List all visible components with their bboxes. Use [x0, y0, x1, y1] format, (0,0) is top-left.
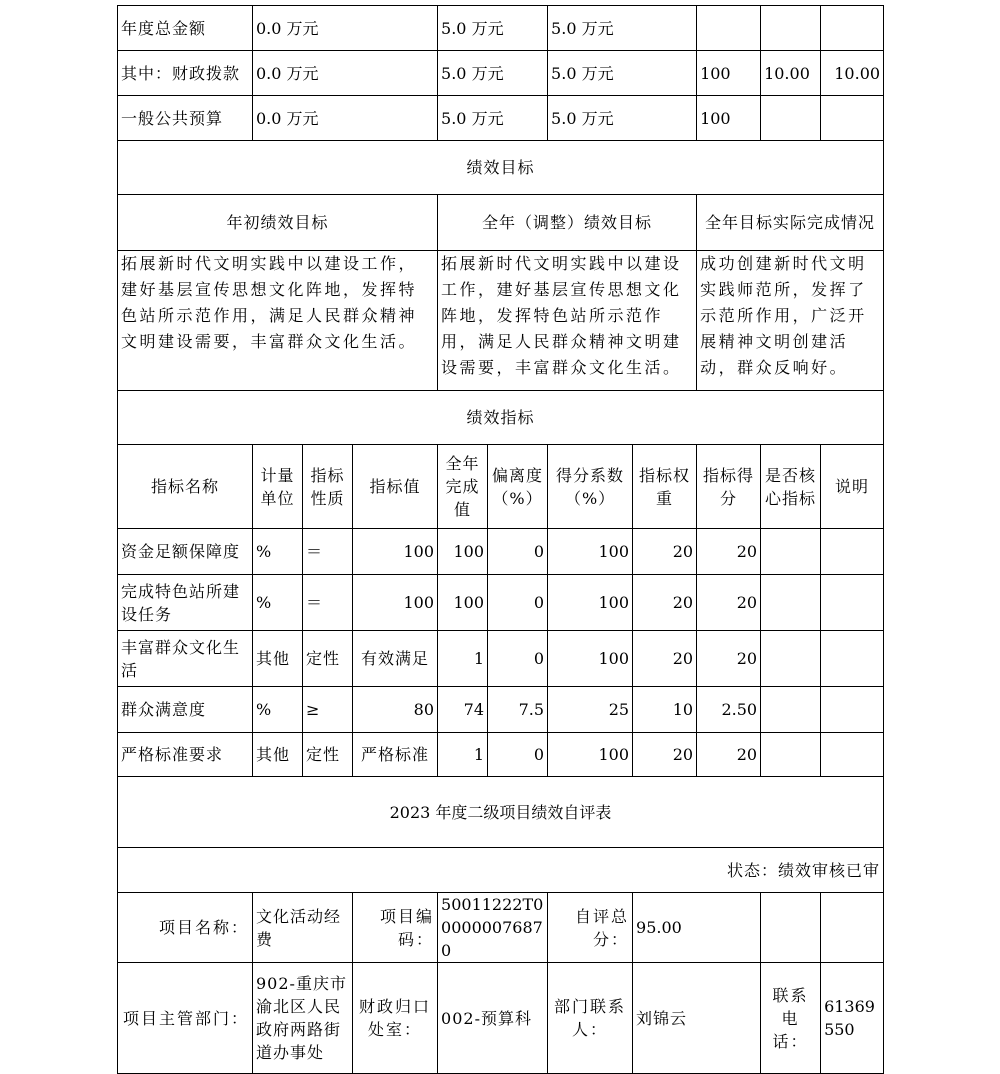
indicator-coefficient: 100: [548, 733, 633, 777]
indicator-core: [761, 733, 821, 777]
header-score: 指标得分: [697, 445, 761, 529]
indicator-value: 100: [353, 529, 438, 575]
indicator-nature: ＝: [303, 575, 353, 631]
indicator-completion: 1: [438, 733, 488, 777]
indicator-note: [821, 575, 884, 631]
header-nature: 指标性质: [303, 445, 353, 529]
indicator-unit: %: [253, 529, 303, 575]
performance-evaluation-form: [117, 5, 883, 1062]
indicator-name: 严格标准要求: [118, 733, 253, 777]
goals-section-title: 绩效目标: [118, 141, 884, 195]
indicator-note: [821, 733, 884, 777]
indicator-row: [118, 687, 884, 733]
indicator-note: [821, 529, 884, 575]
evaluation-table: [117, 5, 884, 1074]
header-value: 指标值: [353, 445, 438, 529]
funds-rate: [761, 96, 821, 141]
indicator-unit: %: [253, 575, 303, 631]
indicator-completion: 74: [438, 687, 488, 733]
indicator-unit: 其他: [253, 733, 303, 777]
indicator-score: 20: [697, 733, 761, 777]
indicator-note: [821, 631, 884, 687]
goal-adjusted-header: 全年（调整）绩效目标: [438, 195, 697, 251]
indicator-row: [118, 575, 884, 631]
funds-adjusted: 5.0 万元: [438, 96, 548, 141]
indicator-weight: 20: [633, 733, 697, 777]
indicator-weight: 20: [633, 631, 697, 687]
funds-start: 0.0 万元: [253, 51, 438, 96]
indicator-value: 有效满足: [353, 631, 438, 687]
funds-adjusted: 5.0 万元: [438, 51, 548, 96]
header-core: 是否核心指标: [761, 445, 821, 529]
indicator-score: 20: [697, 575, 761, 631]
indicator-unit: 其他: [253, 631, 303, 687]
header-weight: 指标权重: [633, 445, 697, 529]
indicator-coefficient: 100: [548, 529, 633, 575]
goal-actual-header: 全年目标实际完成情况: [697, 195, 884, 251]
funds-points: 10.00: [821, 51, 884, 96]
indicator-score: 2.50: [697, 687, 761, 733]
indicator-weight: 10: [633, 687, 697, 733]
funds-executed: 5.0 万元: [548, 51, 697, 96]
funds-executed: 5.0 万元: [548, 6, 697, 51]
indicator-nature: 定性: [303, 631, 353, 687]
funds-label: 年度总金额: [118, 6, 253, 51]
project-code-value: 50011222T000000076870: [438, 893, 548, 963]
document-title: [0, 21, 1, 22]
phone-value: 61369550: [821, 963, 884, 1074]
funds-points: [821, 96, 884, 141]
project-code-label: 项目编码：: [353, 893, 438, 963]
project-info-row: [118, 893, 884, 963]
indicator-deviation: 0: [488, 631, 548, 687]
indicator-core: [761, 529, 821, 575]
funds-row: [118, 51, 884, 96]
indicator-nature: 定性: [303, 733, 353, 777]
form-status: 状态：绩效审核已审: [118, 848, 884, 893]
indicator-deviation: 0: [488, 733, 548, 777]
funds-points: [821, 6, 884, 51]
funds-start: 0.0 万元: [253, 96, 438, 141]
indicator-completion: 100: [438, 529, 488, 575]
funds-score: [697, 6, 761, 51]
finance-label: 财政归口处室：: [353, 963, 438, 1074]
indicator-coefficient: 25: [548, 687, 633, 733]
self-score-value: 95.00: [633, 893, 761, 963]
indicator-name: 群众满意度: [118, 687, 253, 733]
indicator-value: 80: [353, 687, 438, 733]
indicator-completion: 100: [438, 575, 488, 631]
funds-row: [118, 96, 884, 141]
indicator-score: 20: [697, 631, 761, 687]
dept-value: 902-重庆市渝北区人民政府两路街道办事处: [253, 963, 353, 1074]
goal-actual-text: 成功创建新时代文明实践师范所，发挥了示范所作用，广泛开展精神文明创建活动，群众反响好。: [697, 251, 884, 391]
indicator-row: [118, 529, 884, 575]
phone-label: 联系电话：: [761, 963, 821, 1074]
indicator-coefficient: 100: [548, 631, 633, 687]
indicator-core: [761, 687, 821, 733]
indicators-header-row: [118, 445, 884, 529]
header-indicator-name: 指标名称: [118, 445, 253, 529]
goal-adjusted-text: 拓展新时代文明实践中以建设工作，建好基层宣传思想文化阵地，发挥特色站所示范作用，满足人民群众精神文明建设需要，丰富群众文化生活。: [438, 251, 697, 391]
funds-label: 一般公共预算: [118, 96, 253, 141]
funds-adjusted: 5.0 万元: [438, 6, 548, 51]
indicator-nature: ＝: [303, 529, 353, 575]
indicator-deviation: 7.5: [488, 687, 548, 733]
contact-value: 刘锦云: [633, 963, 761, 1074]
indicator-note: [821, 687, 884, 733]
finance-value: 002-预算科: [438, 963, 548, 1074]
indicator-name: 丰富群众文化生活: [118, 631, 253, 687]
indicator-deviation: 0: [488, 529, 548, 575]
project-name-value: 文化活动经费: [253, 893, 353, 963]
self-score-label: 自评总分：: [548, 893, 633, 963]
header-deviation: 偏离度（%）: [488, 445, 548, 529]
header-unit: 计量单位: [253, 445, 303, 529]
funds-score: 100: [697, 51, 761, 96]
goal-initial-header: 年初绩效目标: [118, 195, 438, 251]
indicator-nature: ≥: [303, 687, 353, 733]
indicator-value: 严格标准: [353, 733, 438, 777]
project-name-label: 项目名称：: [118, 893, 253, 963]
funds-label: 其中：财政拨款: [118, 51, 253, 96]
indicators-section-title: 绩效指标: [118, 391, 884, 445]
indicator-core: [761, 575, 821, 631]
indicator-weight: 20: [633, 529, 697, 575]
dept-label: 项目主管部门：: [118, 963, 253, 1074]
indicator-weight: 20: [633, 575, 697, 631]
funds-score: 100: [697, 96, 761, 141]
indicator-completion: 1: [438, 631, 488, 687]
funds-start: 0.0 万元: [253, 6, 438, 51]
funds-rate: 10.00: [761, 51, 821, 96]
header-note: 说明: [821, 445, 884, 529]
indicator-row: [118, 733, 884, 777]
indicator-name: 完成特色站所建设任务: [118, 575, 253, 631]
funds-rate: [761, 6, 821, 51]
indicator-score: 20: [697, 529, 761, 575]
header-completion: 全年完成值: [438, 445, 488, 529]
indicator-name: 资金足额保障度: [118, 529, 253, 575]
indicator-coefficient: 100: [548, 575, 633, 631]
contact-label: 部门联系人：: [548, 963, 633, 1074]
indicator-row: [118, 631, 884, 687]
funds-row: [118, 6, 884, 51]
header-coefficient: 得分系数（%）: [548, 445, 633, 529]
indicator-core: [761, 631, 821, 687]
department-info-row: [118, 963, 884, 1074]
goal-initial-text: 拓展新时代文明实践中以建设工作，建好基层宣传思想文化阵地，发挥特色站所示范作用，满足人民群众精神文明建设需要，丰富群众文化生活。: [118, 251, 438, 391]
form-title: 2023 年度二级项目绩效自评表: [118, 777, 884, 848]
funds-executed: 5.0 万元: [548, 96, 697, 141]
indicator-value: 100: [353, 575, 438, 631]
indicator-deviation: 0: [488, 575, 548, 631]
indicator-unit: %: [253, 687, 303, 733]
